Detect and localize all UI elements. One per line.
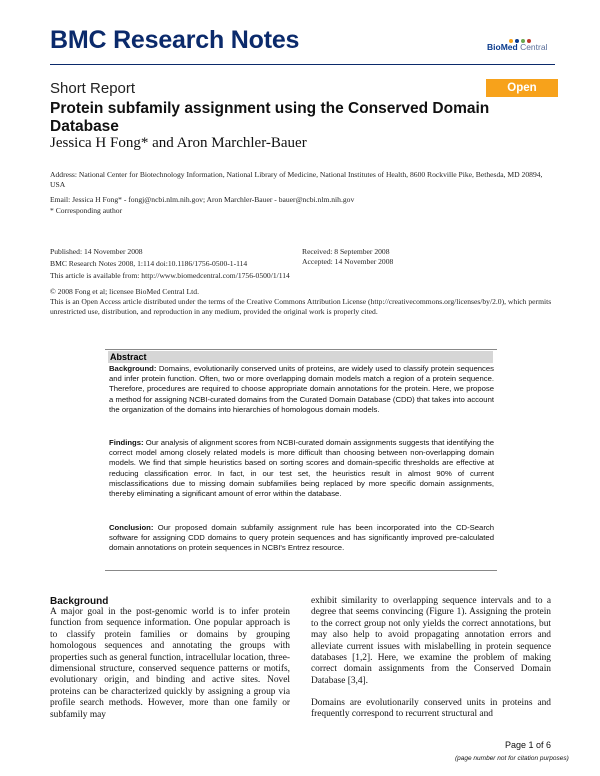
header-divider [50,64,555,65]
abstract-conclusion [109,523,494,554]
author-address: Address: National Center for Biotechnology Information, National Library of Medicine, National Institutes of Health, 8600 Rockville Pike, Bethesda, MD 20894, USA [50,170,543,189]
received-date: Received: 8 September 2008 [302,247,390,256]
open-access-badge: Open Access [486,79,558,97]
corresponding-author-note: * Corresponding author [50,206,123,215]
license-text: This is an Open Access article distributed under the terms of the Creative Commons Attribution License (http://creativecommons.org/licenses/by/2.0), which permits unrestricted use, distribution, and reproduction in any medium, provided the original work is properly cited. [50,297,552,316]
abstract-conclusion-text: Our proposed domain subfamily assignment rule has been incorporated into the CD-Search software for assigning CDD domains to query protein sequences and has significantly improved pre-calculated domain annotations on protein sequences in NCBI's Entrez resource. [109,523,494,553]
abstract-findings-label: Findings: [109,438,144,447]
logo-central: Central [517,42,548,52]
abstract-findings-text: Our analysis of alignment scores from NCBI-curated domain assignments suggests that identifying the correct model among closely related models is more difficult than choosing between non-overlapping domain models. We find that simple heuristics based on sorting scores and domain-specific thresholds are effective at reducing classification error. In fact, in our test set, the heuristics result in almost 90% of current misclassifications due to missing domain subfamilies being replaced by more specific domain assignments, thereby eliminating a significant amount of error within the database. [109,438,494,499]
page-number-note: (page number not for citation purposes) [455,755,569,762]
abstract-findings [109,438,494,499]
abstract-background-label: Background: [109,364,157,373]
abstract-heading: Abstract [108,351,493,363]
abstract-background [109,364,494,415]
body-column-right-para2: Domains are evolutionarily conserved units in proteins and frequently correspond to recurrent structural and [311,698,551,720]
article-type: Short Report [50,80,136,97]
abstract-conclusion-label: Conclusion: [109,523,154,532]
biomed-central-logo [487,30,557,56]
copyright: © 2008 Fong et al; licensee BioMed Central Ltd. [50,287,199,296]
published-date: Published: 14 November 2008 [50,247,143,256]
abstract-background-text: Domains, evolutionarily conserved units of proteins, are widely used to classify protein sequences and infer protein function. Often, two or more overlapping domain models match a region of a protein sequence. Therefore, procedures are required to choose appropriate domain annotations for the protein. Here, we propose a method for assigning NCBI-curated domains from the Curated Domain Database (CDD) that takes into account the organization of the domains into hierarchies of homologous domain models. [109,364,494,414]
body-column-right-para1: exhibit similarity to overlapping sequence intervals and to a degree that seems convincing (Figure 1). Assigning the protein to the correct group not only yields the correct annotations, but may also help to avoid propagating annotation errors and alleviate current issues with mislabelling in protein sequence databases [1,2]. Here, we examine the problem of making correct domain assignments from the Conserved Domain Database [3,4]. [311,596,551,686]
authors: Jessica H Fong* and Aron Marchler-Bauer [50,135,307,151]
logo-med: Med [500,42,518,52]
paper-title: Protein subfamily assignment using the Conserved Domain Database [50,100,490,135]
section-heading-background: Background [50,596,109,607]
author-emails: Email: Jessica H Fong* - fongj@ncbi.nlm.nih.gov; Aron Marchler-Bauer - bauer@ncbi.nlm.nih.gov [50,195,355,204]
body-column-left: A major goal in the post-genomic world is to infer protein function from sequence information. One popular approach is to classify protein families or domains by grouping homologous sequences and annotating the groups with properties such as general function, intracellular location, three-dimensional structure, conserved sequence patterns or motifs, evolutionary origin, and binding and active sites. Novel proteins can be characterized quickly by assigning a group via profile search methods. However, more than one family or subfamily may [50,607,290,720]
accepted-date: Accepted: 14 November 2008 [302,257,394,266]
logo-bio: Bio [487,42,501,52]
page-number: Page 1 of 6 [505,740,552,750]
article-url[interactable]: This article is available from: http://www.biomedcentral.com/1756-0500/1/114 [50,271,290,280]
journal-title: BMC Research Notes [50,26,300,54]
citation: BMC Research Notes 2008, 1:114 doi:10.1186/1756-0500-1-114 [50,259,248,268]
